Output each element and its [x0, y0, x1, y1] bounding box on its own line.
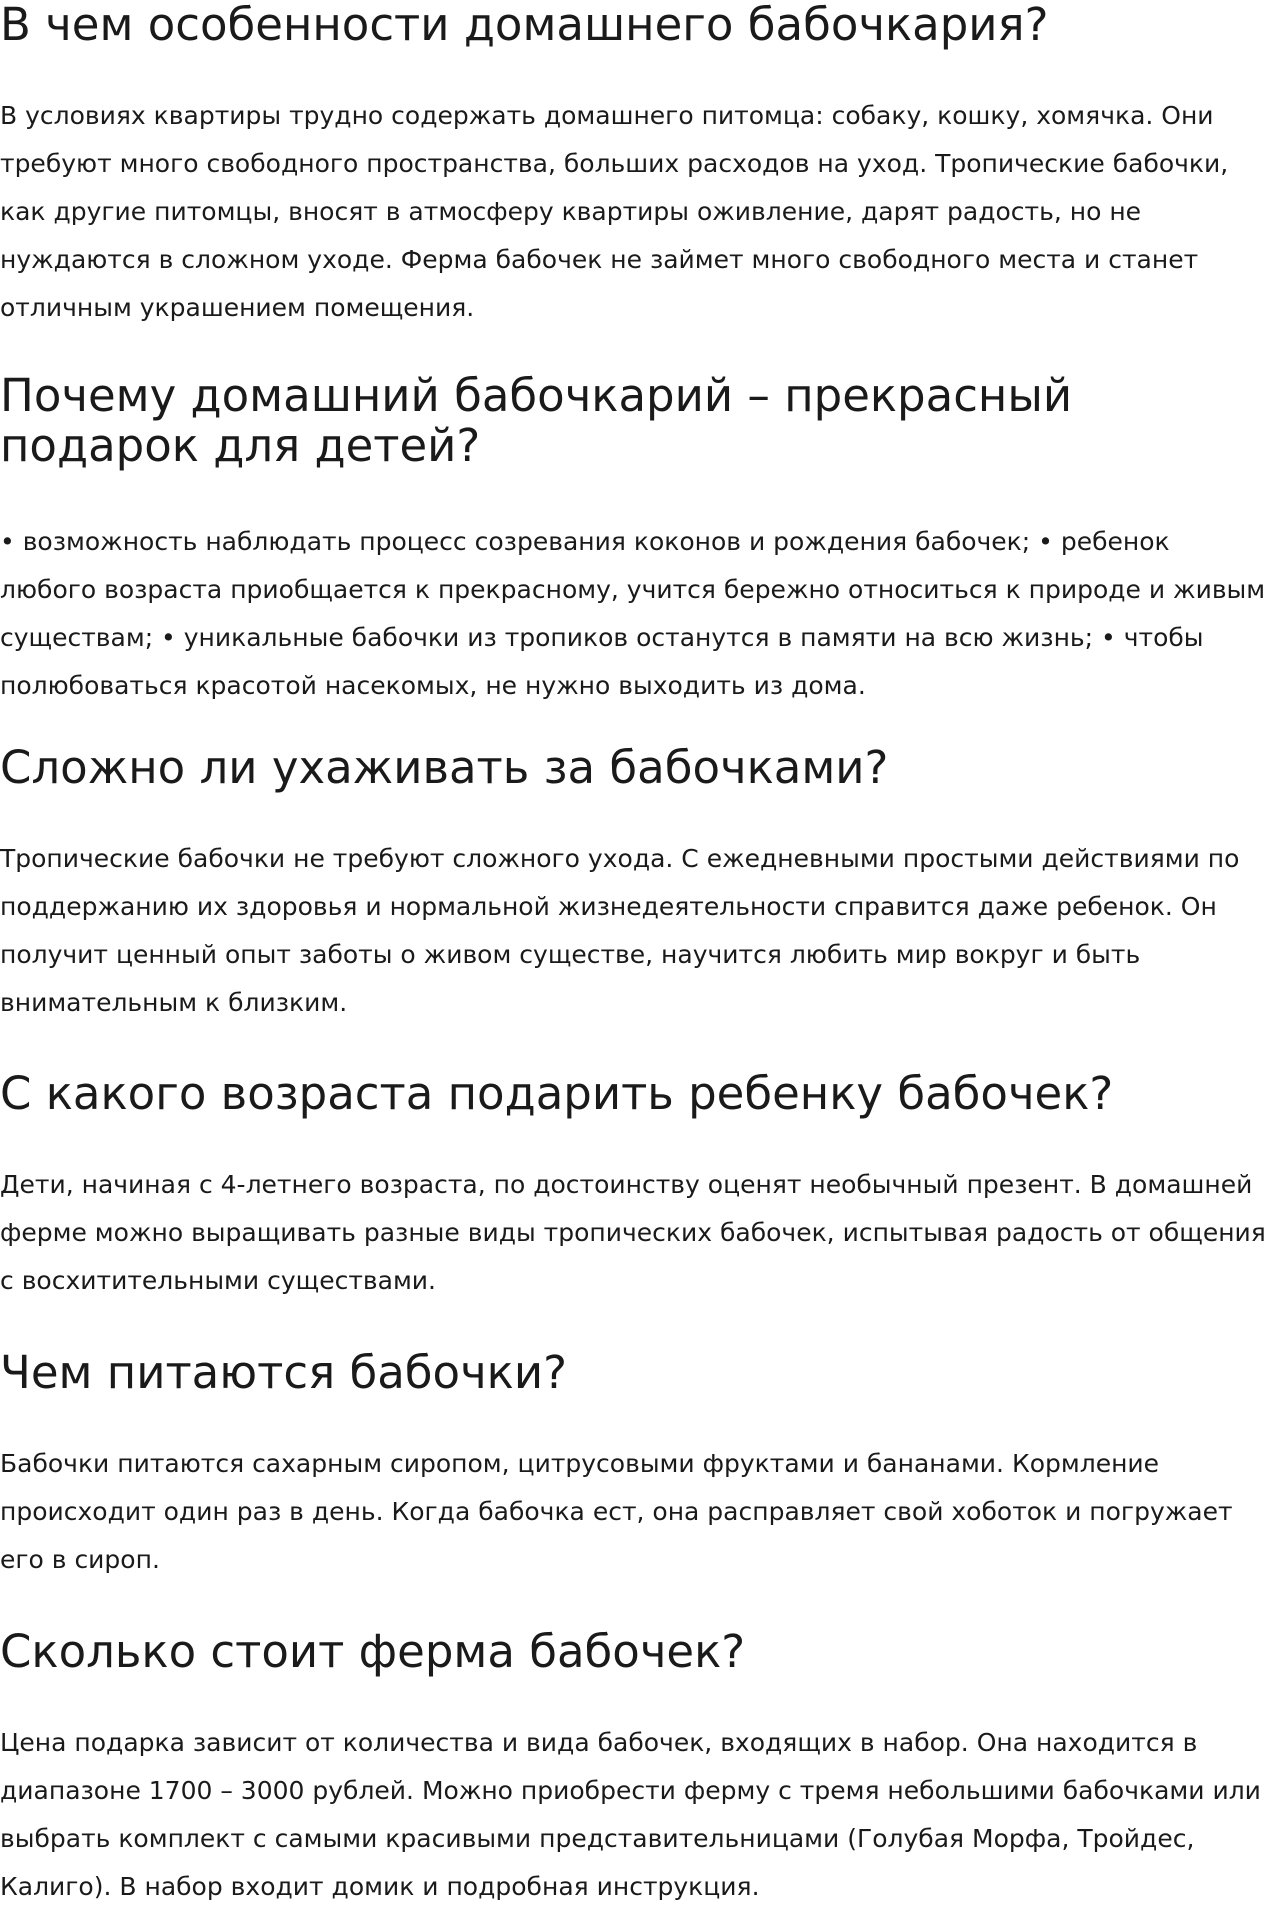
faq-section-age: [0, 1069, 1268, 1305]
section-text: Дети, начиная с 4-летнего возраста, по достоинству оценят необычный презент. В домашней ферме можно выращивать разные виды тропических бабочек, испытывая радость от общения с восхитительными существами.: [0, 1170, 1266, 1295]
section-heading: Сложно ли ухаживать за бабочками?: [0, 741, 889, 794]
section-heading: С какого возраста подарить ребенку бабочек?: [0, 1067, 1114, 1120]
faq-section-food: [0, 1348, 1268, 1584]
faq-section-care: [0, 743, 1268, 1027]
section-text: Бабочки питаются сахарным сиропом, цитрусовыми фруктами и бананами. Кормление происходит один раз в день. Когда бабочка ест, она расправляет свой хоботок и погружает его в сироп.: [0, 1449, 1233, 1574]
section-text: Тропические бабочки не требуют сложного ухода. С ежедневными простыми действиями по поддержанию их здоровья и нормальной жизнедеятельности справится даже ребенок. Он получит ценный опыт заботы о живом существе, научится любить мир вокруг и быть внимательным к близким.: [0, 844, 1240, 1017]
section-text: • возможность наблюдать процесс созревания коконов и рождения бабочек; • ребенок любого возраста приобщается к прекрасному, учится бережно относиться к природе и живым существам; • уникальные бабочки из тропиков останутся в памяти на всю жизнь; • чтобы полюбоваться красотой насекомых, не нужно выходить из дома.: [0, 527, 1266, 700]
section-text: В условиях квартиры трудно содержать домашнего питомца: собаку, кошку, хомячка. Они требуют много свободного пространства, больших расходов на уход. Тропические бабочки, как другие питомцы, вносят в атмосферу квартиры оживление, дарят радость, но не нуждаются в сложном уходе. Ферма бабочек не займет много свободного места и станет отличным украшением помещения.: [0, 101, 1229, 322]
faq-section-gift: [0, 371, 1268, 710]
section-heading: Сколько стоит ферма бабочек?: [0, 1625, 746, 1678]
section-heading: Почему домашний бабочкарий – прекрасный подарок для детей?: [0, 369, 1073, 472]
section-heading: Чем питаются бабочки?: [0, 1346, 567, 1399]
section-text: Цена подарка зависит от количества и вида бабочек, входящих в набор. Она находится в диапазоне 1700 – 3000 рублей. Можно приобрести ферму с тремя небольшими бабочками или выбрать комплект с самыми красивыми представительницами (Голубая Морфа, Тройдес, Калиго). В набор входит домик и подробная инструкция.: [0, 1728, 1261, 1901]
faq-section-features: [0, 0, 1268, 332]
faq-section-price: [0, 1627, 1268, 1911]
section-heading: В чем особенности домашнего бабочкария?: [0, 0, 1049, 51]
